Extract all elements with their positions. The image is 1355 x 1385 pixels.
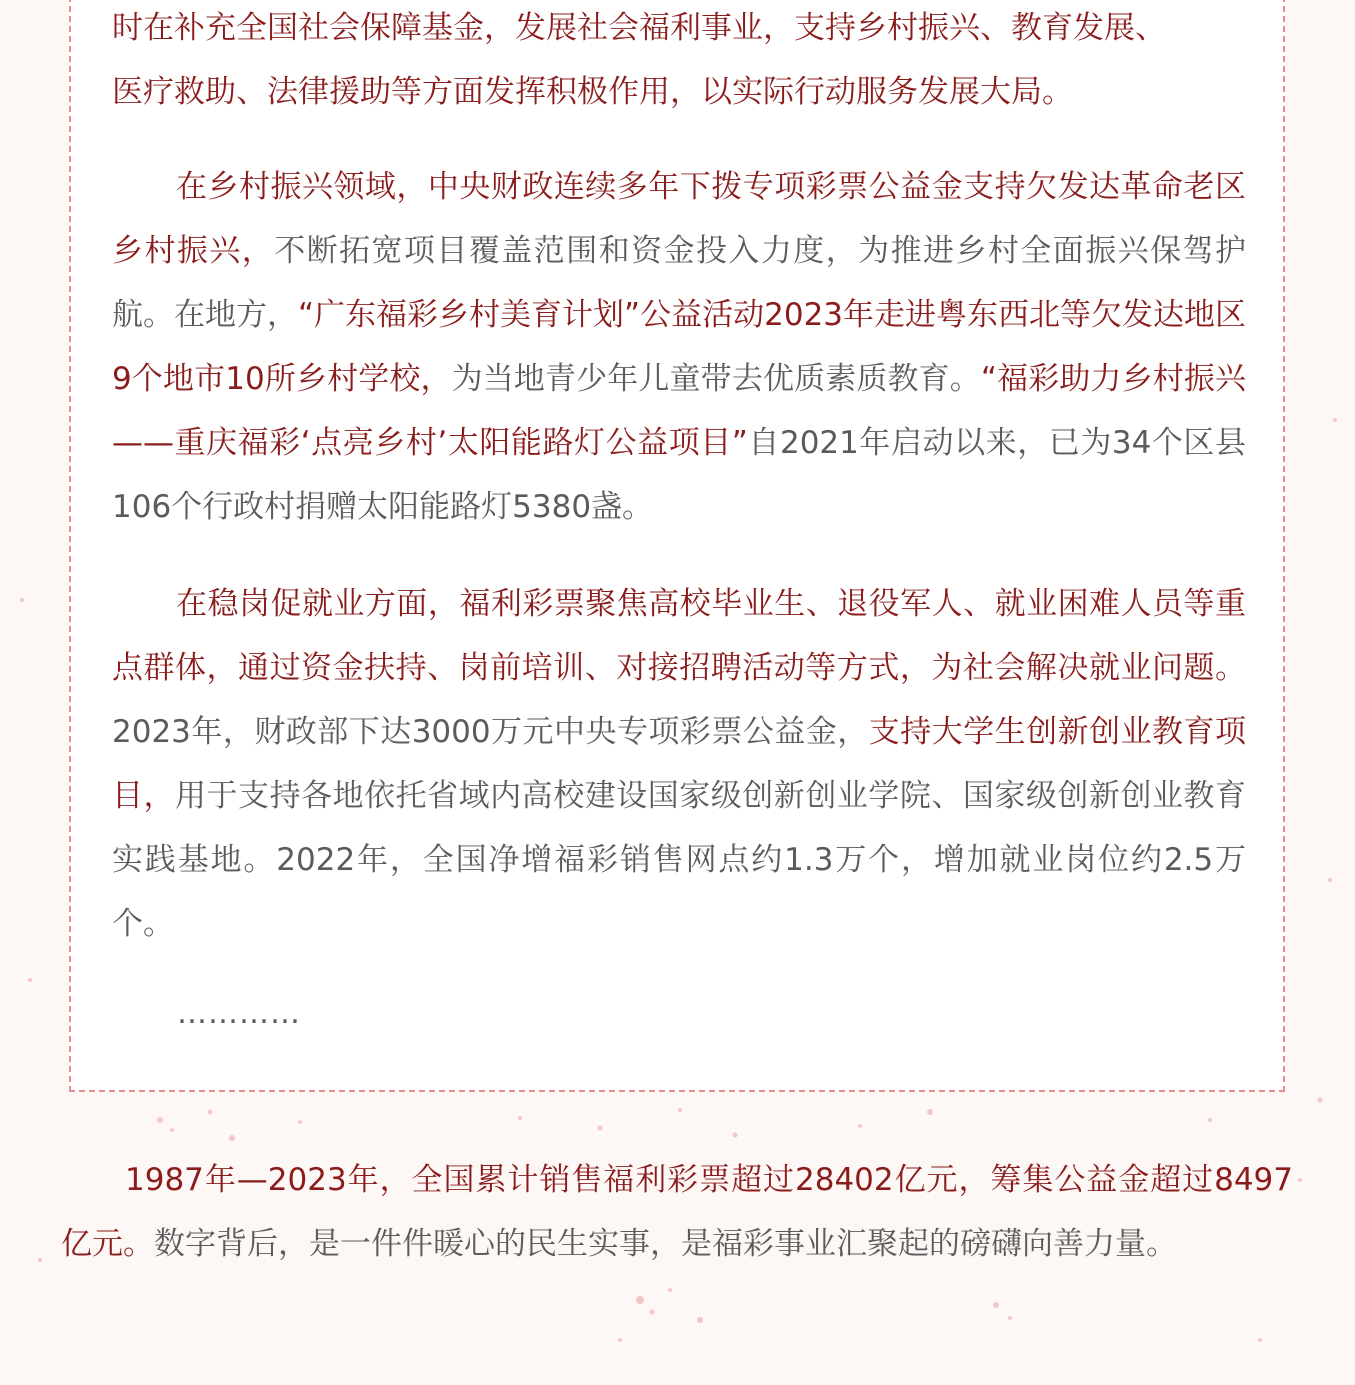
paragraph-summary [61,1148,1293,1276]
rural-highlight-1: 在乡村振兴领域，中央财政连续多年下拨专项彩票公益金支持欠发达革命老区乡村振兴， [112,169,1246,269]
employment-text-1: 2023年，财政部下达3000万元中央专项彩票公益金， [112,714,869,750]
intro-line-2: 医疗救助、法律援助等方面发挥积极作用，以实际行动服务发展大局。 [112,74,1073,110]
summary-text: 数字背后，是一件件暖心的民生实事，是福彩事业汇聚起的磅礴向善力量。 [154,1226,1177,1262]
employment-highlight-1: 在稳岗促就业方面，福利彩票聚焦高校毕业生、退役军人、就业困难人员等重点群体，通过资金扶持、岗前培训、对接招聘活动等方式，为社会解决就业问题。 [112,586,1246,686]
ellipsis-text: ………… [177,996,301,1031]
employment-text-2: 用于支持各地依托省域内高校建设国家级创新创业学院、国家级创新创业教育实践基地。2022年，全国净增福彩销售网点约1.3万个，增加就业岗位约2.5万个。 [112,778,1246,942]
article-card [69,0,1285,1092]
rural-highlight-3: “福彩助力乡村振兴——重庆福彩‘点亮乡村’太阳能路灯公益项目” [112,361,1246,461]
rural-text-3: 自2021年启动以来，已为34个区县106个行政村捐赠太阳能路灯5380盏。 [112,425,1246,525]
rural-highlight-2: “广东福彩乡村美育计划”公益活动2023年走进粤东西北等欠发达地区9个地市10所乡村学校， [112,297,1247,397]
rural-text-2: 为当地青少年儿童带去优质素质教育。 [451,361,981,397]
summary-highlight: 1987年—2023年，全国累计销售福利彩票超过28402亿元，筹集公益金超过8497亿元。 [61,1162,1293,1262]
paragraph-rural-revitalization [112,155,1246,539]
rural-text-1: 不断拓宽项目覆盖范围和资金投入力度，为推进乡村全面振兴保驾护航。在地方， [112,233,1247,333]
paragraph-employment [112,572,1246,956]
employment-highlight-2: 支持大学生创新创业教育项目， [112,714,1246,814]
intro-line-1: 时在补充全国社会保障基金，发展社会福利事业，支持乡村振兴、教育发展、 [112,10,1166,46]
paragraph-intro [112,0,1246,124]
